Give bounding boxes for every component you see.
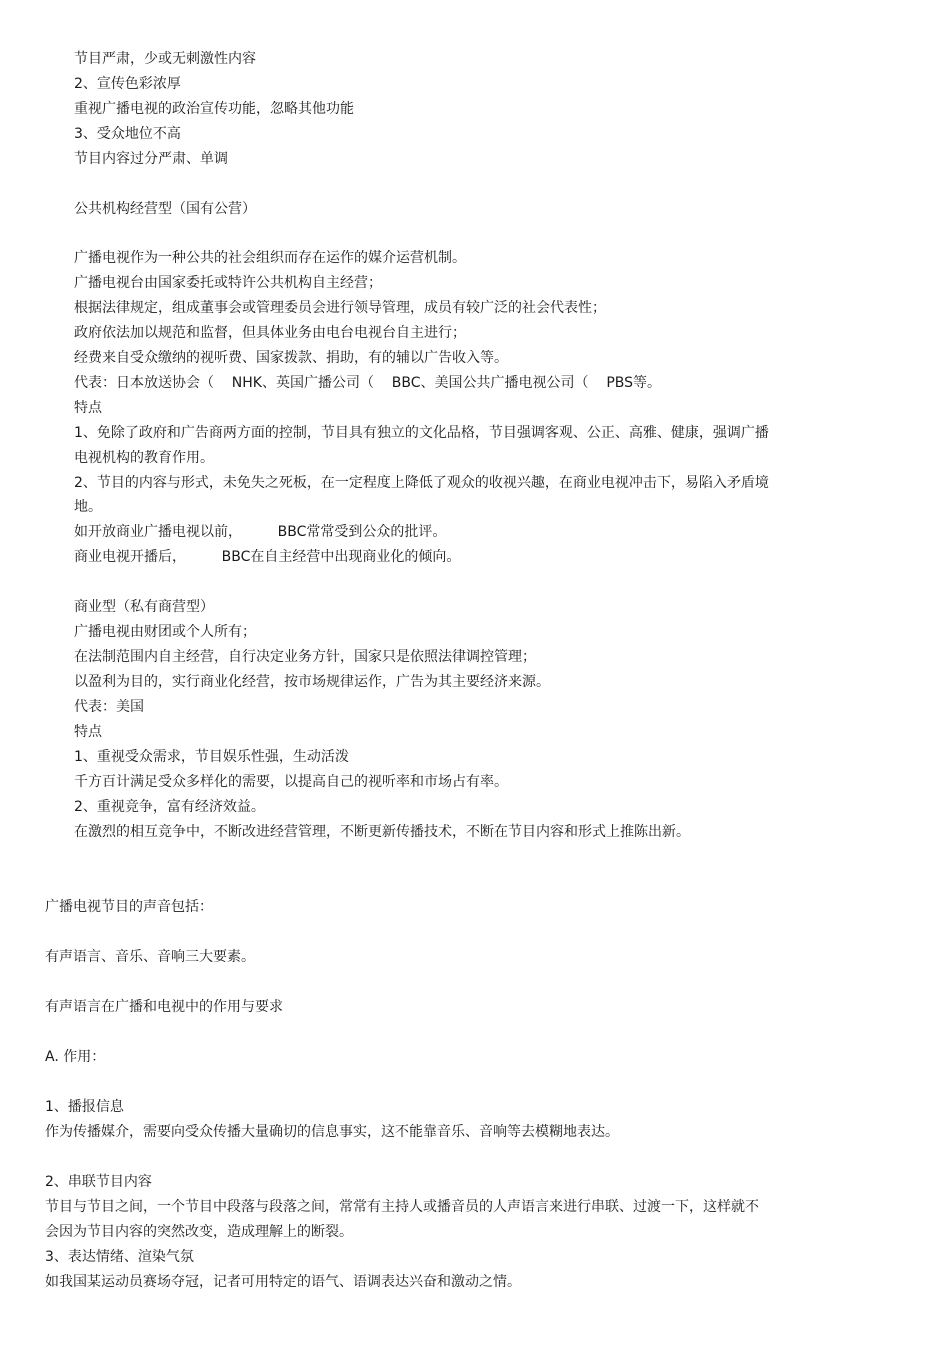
subsection-heading: A. 作用： (45, 1049, 106, 1065)
text-line: 经费来自受众缴纳的视听费、国家拨款、捐助，有的辅以广告收入等。 (74, 350, 508, 366)
list-item-heading: 1、播报信息 (45, 1099, 124, 1115)
text-line: 代表：美国 (74, 699, 144, 715)
text-line: 以盈利为目的，实行商业化经营，按市场规律运作，广告为其主要经济来源。 (74, 674, 550, 690)
section-heading: 公共机构经营型（国有公营） (74, 201, 256, 217)
text-line: 根据法律规定，组成董事会或管理委员会进行领导管理，成员有较广泛的社会代表性； (74, 300, 606, 316)
text-line: 代表：日本放送协会（ NHK、英国广播公司（ BBC、美国公共广播电视公司（ PBS等。 (74, 375, 662, 391)
text-line: 广播电视由财团或个人所有； (74, 624, 256, 640)
text-line: 作为传播媒介，需要向受众传播大量确切的信息事实，这不能靠音乐、音响等去模糊地表达。 (45, 1124, 619, 1140)
text-line: 政府依法加以规范和监督，但具体业务由电台电视台自主进行； (74, 325, 466, 341)
text-line: 商业电视开播后， BBC在自主经营中出现商业化的倾向。 (74, 549, 461, 565)
text-line: 在法制范围内自主经营，自行决定业务方针，国家只是依照法律调控管理； (74, 649, 536, 665)
text-line: 广播电视台由国家委托或特许公共机构自主经营； (74, 275, 382, 291)
text-line: 在激烈的相互竞争中，不断改进经营管理，不断更新传播技术，不断在节目内容和形式上推陈出新。 (74, 824, 690, 840)
text-line: 节目内容过分严肃、单调 (74, 151, 228, 167)
text-line: 1、免除了政府和广告商两方面的控制，节目具有独立的文化品格，节目强调客观、公正、高雅、健康，强调广播 (74, 425, 769, 441)
text-line: 电视机构的教育作用。 (74, 450, 214, 466)
text-line: 千方百计满足受众多样化的需要，以提高自己的视听率和市场占有率。 (74, 774, 508, 790)
text-line: 3、受众地位不高 (74, 126, 181, 142)
text-line: 节目与节目之间，一个节目中段落与段落之间，常常有主持人或播音员的人声语言来进行串联、过渡一下，这样就不 (45, 1199, 759, 1215)
text-line: 2、节目的内容与形式，未免失之死板，在一定程度上降低了观众的收视兴趣，在商业电视冲击下，易陷入矛盾境 (74, 475, 769, 491)
text-line: 1、重视受众需求，节目娱乐性强，生动活泼 (74, 749, 349, 765)
list-item-heading: 3、表达情绪、渲染气氛 (45, 1249, 194, 1265)
list-item-heading: 2、串联节目内容 (45, 1174, 152, 1190)
text-line: 如开放商业广播电视以前， BBC常常受到公众的批评。 (74, 524, 447, 540)
text-line: 2、宣传色彩浓厚 (74, 76, 181, 92)
text-line: 特点 (74, 724, 102, 740)
text-line: 重视广播电视的政治宣传功能，忽略其他功能 (74, 101, 354, 117)
text-line: 2、重视竞争，富有经济效益。 (74, 799, 265, 815)
text-line: 会因为节目内容的突然改变，造成理解上的断裂。 (45, 1224, 353, 1240)
section-heading: 有声语言在广播和电视中的作用与要求 (45, 999, 283, 1015)
text-line: 广播电视作为一种公共的社会组织而存在运作的媒介运营机制。 (74, 250, 466, 266)
text-line: 有声语言、音乐、音响三大要素。 (45, 949, 255, 965)
section-heading: 商业型（私有商营型） (74, 599, 214, 615)
text-line: 地。 (74, 499, 102, 515)
text-line: 节目严肃，少或无刺激性内容 (74, 51, 256, 67)
text-line: 特点 (74, 400, 102, 416)
text-line: 如我国某运动员赛场夺冠，记者可用特定的语气、语调表达兴奋和激动之情。 (45, 1274, 521, 1290)
section-heading: 广播电视节目的声音包括： (45, 899, 213, 915)
